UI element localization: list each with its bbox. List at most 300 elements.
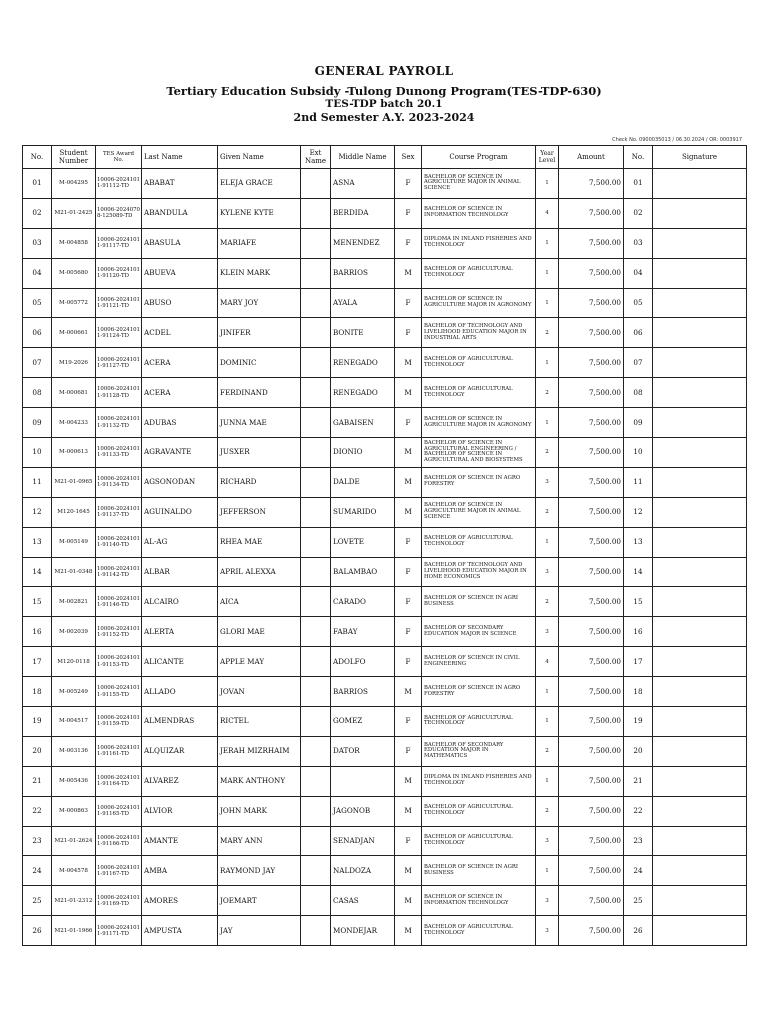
year-level: 1: [536, 408, 559, 438]
signature-cell: [653, 766, 747, 796]
amount: 7,500.00: [559, 288, 624, 318]
year-level: 4: [536, 647, 559, 677]
table-row: [23, 677, 747, 707]
last-name: ACDEL: [142, 318, 218, 348]
row-no: 23: [23, 826, 52, 856]
table-row: [23, 736, 747, 766]
signature-cell: [653, 647, 747, 677]
row-no: 24: [23, 856, 52, 886]
year-level: 1: [536, 766, 559, 796]
tes-award-no: 10006-20241011-91120-TD: [96, 258, 142, 288]
course-program: BACHELOR OF SCIENCE IN AGRICULTURE MAJOR IN AGRONOMY: [422, 408, 536, 438]
year-level: 1: [536, 527, 559, 557]
row-no-right: 06: [624, 318, 653, 348]
year-level: 1: [536, 169, 559, 199]
sex: M: [395, 258, 422, 288]
col-header-student-number: Student Number: [52, 146, 96, 169]
payroll-table: [22, 145, 747, 946]
sex: M: [395, 378, 422, 408]
col-header-tes-award-no: TES Award No.: [96, 146, 142, 169]
given-name: MARY JOY: [218, 288, 301, 318]
amount: 7,500.00: [559, 766, 624, 796]
table-row: [23, 408, 747, 438]
middle-name: BALAMBAO: [331, 557, 395, 587]
year-level: 2: [536, 318, 559, 348]
signature-cell: [653, 886, 747, 916]
row-no: 19: [23, 707, 52, 737]
signature-cell: [653, 796, 747, 826]
row-no-right: 10: [624, 438, 653, 468]
row-no: 14: [23, 557, 52, 587]
signature-cell: [653, 467, 747, 497]
table-row: [23, 826, 747, 856]
ext-name: [301, 438, 331, 468]
year-level: 3: [536, 557, 559, 587]
student-number: M-000681: [52, 378, 96, 408]
course-program: BACHELOR OF SECONDARY EDUCATION MAJOR IN MATHEMATICS: [422, 736, 536, 766]
middle-name: [331, 766, 395, 796]
last-name: ABANDULA: [142, 198, 218, 228]
col-header-year-level: Year Level: [536, 146, 559, 169]
table-row: [23, 617, 747, 647]
row-no: 02: [23, 198, 52, 228]
col-header-middle-name: Middle Name: [331, 146, 395, 169]
last-name: ALCAIRO: [142, 587, 218, 617]
tes-award-no: 10006-20241011-91152-TD: [96, 617, 142, 647]
last-name: AL-AG: [142, 527, 218, 557]
tes-award-no: 10006-20241011-91140-TD: [96, 527, 142, 557]
row-no-right: 25: [624, 886, 653, 916]
student-number: M-005249: [52, 677, 96, 707]
student-number: M-004578: [52, 856, 96, 886]
middle-name: BARRIOS: [331, 677, 395, 707]
last-name: ABUSO: [142, 288, 218, 318]
amount: 7,500.00: [559, 736, 624, 766]
year-level: 3: [536, 617, 559, 647]
last-name: ALICANTE: [142, 647, 218, 677]
row-no-right: 14: [624, 557, 653, 587]
row-no: 08: [23, 378, 52, 408]
middle-name: SENADJAN: [331, 826, 395, 856]
tes-award-no: 10006-20241011-91153-TD: [96, 647, 142, 677]
sex: F: [395, 647, 422, 677]
middle-name: DATOR: [331, 736, 395, 766]
col-header-given-name: Given Name: [218, 146, 301, 169]
signature-cell: [653, 497, 747, 527]
last-name: ALVIOR: [142, 796, 218, 826]
given-name: DOMINIC: [218, 348, 301, 378]
row-no: 20: [23, 736, 52, 766]
program-title: Tertiary Education Subsidy -Tulong Dunong Program(TES-TDP-630): [166, 84, 602, 98]
batch-label: TES-TDP batch 20.1: [325, 98, 443, 110]
sex: F: [395, 228, 422, 258]
course-program: BACHELOR OF AGRICULTURAL TECHNOLOGY: [422, 527, 536, 557]
amount: 7,500.00: [559, 497, 624, 527]
amount: 7,500.00: [559, 228, 624, 258]
student-number: M-005680: [52, 258, 96, 288]
year-level: 1: [536, 856, 559, 886]
col-header-sex: Sex: [395, 146, 422, 169]
table-row: [23, 587, 747, 617]
amount: 7,500.00: [559, 677, 624, 707]
row-no: 12: [23, 497, 52, 527]
signature-cell: [653, 916, 747, 946]
table-row: [23, 916, 747, 946]
row-no: 07: [23, 348, 52, 378]
middle-name: CASAS: [331, 886, 395, 916]
row-no-right: 22: [624, 796, 653, 826]
signature-cell: [653, 557, 747, 587]
middle-name: DALDE: [331, 467, 395, 497]
last-name: ALQUIZAR: [142, 736, 218, 766]
ext-name: [301, 378, 331, 408]
last-name: ABUEVA: [142, 258, 218, 288]
course-program: BACHELOR OF SCIENCE IN AGRICULTURAL ENGINEERING / BACHELOR OF SCIENCE IN AGRICULTURAL AND BIOSYSTEMS: [422, 438, 536, 468]
student-number: M-004858: [52, 228, 96, 258]
tes-award-no: 10006-20241011-91167-TD: [96, 856, 142, 886]
tes-award-no: 10006-20241011-91121-TD: [96, 288, 142, 318]
sex: M: [395, 856, 422, 886]
amount: 7,500.00: [559, 169, 624, 199]
signature-cell: [653, 228, 747, 258]
middle-name: JAGONOB: [331, 796, 395, 826]
signature-cell: [653, 826, 747, 856]
signature-cell: [653, 677, 747, 707]
course-program: BACHELOR OF AGRICULTURAL TECHNOLOGY: [422, 348, 536, 378]
sex: F: [395, 707, 422, 737]
year-level: 2: [536, 497, 559, 527]
year-level: 2: [536, 587, 559, 617]
tes-award-no: 10006-20241011-91164-TD: [96, 766, 142, 796]
ext-name: [301, 527, 331, 557]
last-name: AMPUSTA: [142, 916, 218, 946]
year-level: 3: [536, 467, 559, 497]
row-no-right: 12: [624, 497, 653, 527]
ext-name: [301, 766, 331, 796]
table-row: [23, 169, 747, 199]
ext-name: [301, 198, 331, 228]
table-row: [23, 318, 747, 348]
signature-cell: [653, 348, 747, 378]
row-no-right: 20: [624, 736, 653, 766]
tes-award-no: 10006-20241011-91161-TD: [96, 736, 142, 766]
ext-name: [301, 916, 331, 946]
last-name: AMANTE: [142, 826, 218, 856]
row-no-right: 07: [624, 348, 653, 378]
table-row: [23, 796, 747, 826]
row-no-right: 18: [624, 677, 653, 707]
ext-name: [301, 557, 331, 587]
ext-name: [301, 169, 331, 199]
sex: M: [395, 467, 422, 497]
row-no-right: 21: [624, 766, 653, 796]
year-level: 2: [536, 796, 559, 826]
row-no: 13: [23, 527, 52, 557]
row-no-right: 24: [624, 856, 653, 886]
ext-name: [301, 318, 331, 348]
tes-award-no: 10006-20241011-91133-TD: [96, 438, 142, 468]
given-name: FERDINAND: [218, 378, 301, 408]
sex: M: [395, 766, 422, 796]
student-number: M-004517: [52, 707, 96, 737]
amount: 7,500.00: [559, 318, 624, 348]
row-no: 01: [23, 169, 52, 199]
amount: 7,500.00: [559, 856, 624, 886]
given-name: MARK ANTHONY: [218, 766, 301, 796]
ext-name: [301, 886, 331, 916]
year-level: 3: [536, 916, 559, 946]
last-name: AMORES: [142, 886, 218, 916]
row-no: 11: [23, 467, 52, 497]
amount: 7,500.00: [559, 527, 624, 557]
amount: 7,500.00: [559, 438, 624, 468]
middle-name: RENEGADO: [331, 348, 395, 378]
ext-name: [301, 288, 331, 318]
year-level: 4: [536, 198, 559, 228]
row-no-right: 09: [624, 408, 653, 438]
given-name: JEFFERSON: [218, 497, 301, 527]
given-name: ELEJA GRACE: [218, 169, 301, 199]
last-name: ABASULA: [142, 228, 218, 258]
tes-award-no: 10006-20241011-91132-TD: [96, 408, 142, 438]
course-program: BACHELOR OF AGRICULTURAL TECHNOLOGY: [422, 707, 536, 737]
year-level: 1: [536, 258, 559, 288]
row-no-right: 15: [624, 587, 653, 617]
check-info: Check No. 0900035013 / 06.30.2024 / OR: 0003917: [612, 137, 742, 143]
signature-cell: [653, 169, 747, 199]
middle-name: BONITE: [331, 318, 395, 348]
year-level: 1: [536, 288, 559, 318]
table-row: [23, 856, 747, 886]
student-number: M-005149: [52, 527, 96, 557]
given-name: MARIAFE: [218, 228, 301, 258]
tes-award-no: 10006-20241011-91146-TD: [96, 587, 142, 617]
middle-name: GOMEZ: [331, 707, 395, 737]
sex: F: [395, 318, 422, 348]
student-number: M-000613: [52, 438, 96, 468]
given-name: JERAH MIZRHAIM: [218, 736, 301, 766]
amount: 7,500.00: [559, 617, 624, 647]
table-row: [23, 348, 747, 378]
signature-cell: [653, 198, 747, 228]
table-row: [23, 886, 747, 916]
course-program: DIPLOMA IN INLAND FISHERIES AND TECHNOLOGY: [422, 228, 536, 258]
payroll-title: GENERAL PAYROLL: [314, 64, 454, 78]
tes-award-no: 10006-20241011-91142-TD: [96, 557, 142, 587]
tes-award-no: 10006-20241011-91112-TD: [96, 169, 142, 199]
student-number: M-004233: [52, 408, 96, 438]
signature-cell: [653, 736, 747, 766]
table-row: [23, 378, 747, 408]
sex: F: [395, 617, 422, 647]
row-no: 26: [23, 916, 52, 946]
row-no: 18: [23, 677, 52, 707]
row-no-right: 05: [624, 288, 653, 318]
student-number: M21-01-2312: [52, 886, 96, 916]
course-program: BACHELOR OF SCIENCE IN AGRI BUSINESS: [422, 856, 536, 886]
row-no: 17: [23, 647, 52, 677]
tes-award-no: 10006-20241011-91134-TD: [96, 467, 142, 497]
last-name: ACERA: [142, 348, 218, 378]
sex: F: [395, 527, 422, 557]
student-number: M21-01-0348: [52, 557, 96, 587]
given-name: MARY ANN: [218, 826, 301, 856]
row-no-right: 04: [624, 258, 653, 288]
col-header-ext-name: Ext Name: [301, 146, 331, 169]
amount: 7,500.00: [559, 557, 624, 587]
given-name: JINIFER: [218, 318, 301, 348]
course-program: BACHELOR OF TECHNOLOGY AND LIVELIHOOD EDUCATION MAJOR IN INDUSTRIAL ARTS: [422, 318, 536, 348]
tes-award-no: 10006-20241011-91159-TD: [96, 707, 142, 737]
col-header-amount: Amount: [559, 146, 624, 169]
row-no-right: 03: [624, 228, 653, 258]
ext-name: [301, 617, 331, 647]
student-number: M-005772: [52, 288, 96, 318]
ext-name: [301, 856, 331, 886]
middle-name: CARADO: [331, 587, 395, 617]
col-header-signature: Signature: [653, 146, 747, 169]
signature-cell: [653, 856, 747, 886]
col-header-course-program: Course Program: [422, 146, 536, 169]
middle-name: MENENDEZ: [331, 228, 395, 258]
row-no-right: 26: [624, 916, 653, 946]
given-name: JAY: [218, 916, 301, 946]
student-number: M19-2026: [52, 348, 96, 378]
student-number: M-004295: [52, 169, 96, 199]
row-no-right: 23: [624, 826, 653, 856]
tes-award-no: 10006-20241011-91137-TD: [96, 497, 142, 527]
given-name: KLEIN MARK: [218, 258, 301, 288]
year-level: 2: [536, 438, 559, 468]
table-row: [23, 467, 747, 497]
table-row: [23, 497, 747, 527]
ext-name: [301, 258, 331, 288]
given-name: RICTEL: [218, 707, 301, 737]
ext-name: [301, 707, 331, 737]
row-no: 21: [23, 766, 52, 796]
sex: M: [395, 886, 422, 916]
ext-name: [301, 587, 331, 617]
course-program: BACHELOR OF TECHNOLOGY AND LIVELIHOOD EDUCATION MAJOR IN HOME ECONOMICS: [422, 557, 536, 587]
amount: 7,500.00: [559, 587, 624, 617]
row-no-right: 17: [624, 647, 653, 677]
given-name: RHEA MAE: [218, 527, 301, 557]
student-number: M-002039: [52, 617, 96, 647]
year-level: 2: [536, 378, 559, 408]
row-no-right: 16: [624, 617, 653, 647]
ext-name: [301, 228, 331, 258]
tes-award-no: 10006-20241011-91165-TD: [96, 796, 142, 826]
signature-cell: [653, 707, 747, 737]
row-no: 15: [23, 587, 52, 617]
course-program: BACHELOR OF SCIENCE IN AGRO FORESTRY: [422, 677, 536, 707]
amount: 7,500.00: [559, 348, 624, 378]
ext-name: [301, 497, 331, 527]
course-program: BACHELOR OF SCIENCE IN INFORMATION TECHNOLOGY: [422, 198, 536, 228]
ext-name: [301, 467, 331, 497]
ext-name: [301, 408, 331, 438]
row-no: 04: [23, 258, 52, 288]
signature-cell: [653, 318, 747, 348]
signature-cell: [653, 527, 747, 557]
year-level: 3: [536, 886, 559, 916]
last-name: AGRAVANTE: [142, 438, 218, 468]
row-no-right: 13: [624, 527, 653, 557]
given-name: AICA: [218, 587, 301, 617]
sex: F: [395, 288, 422, 318]
row-no-right: 19: [624, 707, 653, 737]
ext-name: [301, 348, 331, 378]
sex: F: [395, 826, 422, 856]
tes-award-no: 10006-20241011-91169-TD: [96, 886, 142, 916]
given-name: JOVAN: [218, 677, 301, 707]
table-row: [23, 766, 747, 796]
sex: F: [395, 169, 422, 199]
table-row: [23, 258, 747, 288]
signature-cell: [653, 408, 747, 438]
middle-name: NALDOZA: [331, 856, 395, 886]
ext-name: [301, 736, 331, 766]
amount: 7,500.00: [559, 258, 624, 288]
sex: F: [395, 198, 422, 228]
sex: F: [395, 587, 422, 617]
sex: F: [395, 408, 422, 438]
table-row: [23, 707, 747, 737]
given-name: APRIL ALEXXA: [218, 557, 301, 587]
last-name: AGUINALDO: [142, 497, 218, 527]
last-name: ACERA: [142, 378, 218, 408]
table-row: [23, 288, 747, 318]
row-no: 16: [23, 617, 52, 647]
row-no: 06: [23, 318, 52, 348]
given-name: JUSXER: [218, 438, 301, 468]
amount: 7,500.00: [559, 796, 624, 826]
course-program: BACHELOR OF AGRICULTURAL TECHNOLOGY: [422, 796, 536, 826]
amount: 7,500.00: [559, 408, 624, 438]
semester-label: 2nd Semester A.Y. 2023-2024: [293, 111, 475, 124]
col-header-no: No.: [23, 146, 52, 169]
table-row: [23, 198, 747, 228]
tes-award-no: 10006-20241011-91124-TD: [96, 318, 142, 348]
course-program: BACHELOR OF SCIENCE IN INFORMATION TECHNOLOGY: [422, 886, 536, 916]
year-level: 1: [536, 348, 559, 378]
course-program: BACHELOR OF SCIENCE IN CIVIL ENGINEERING: [422, 647, 536, 677]
course-program: BACHELOR OF AGRICULTURAL TECHNOLOGY: [422, 258, 536, 288]
signature-cell: [653, 587, 747, 617]
course-program: BACHELOR OF AGRICULTURAL TECHNOLOGY: [422, 826, 536, 856]
student-number: M120-0118: [52, 647, 96, 677]
table-row: [23, 557, 747, 587]
tes-award-no: 10006-20241011-91128-TD: [96, 378, 142, 408]
signature-cell: [653, 258, 747, 288]
last-name: ALVAREZ: [142, 766, 218, 796]
table-row: [23, 228, 747, 258]
ext-name: [301, 647, 331, 677]
ext-name: [301, 677, 331, 707]
row-no-right: 02: [624, 198, 653, 228]
student-number: M21-01-0965: [52, 467, 96, 497]
signature-cell: [653, 617, 747, 647]
sex: M: [395, 497, 422, 527]
given-name: APPLE MAY: [218, 647, 301, 677]
sex: M: [395, 796, 422, 826]
middle-name: ASNA: [331, 169, 395, 199]
last-name: ALERTA: [142, 617, 218, 647]
middle-name: DIONIO: [331, 438, 395, 468]
last-name: ABABAT: [142, 169, 218, 199]
row-no: 10: [23, 438, 52, 468]
ext-name: [301, 796, 331, 826]
